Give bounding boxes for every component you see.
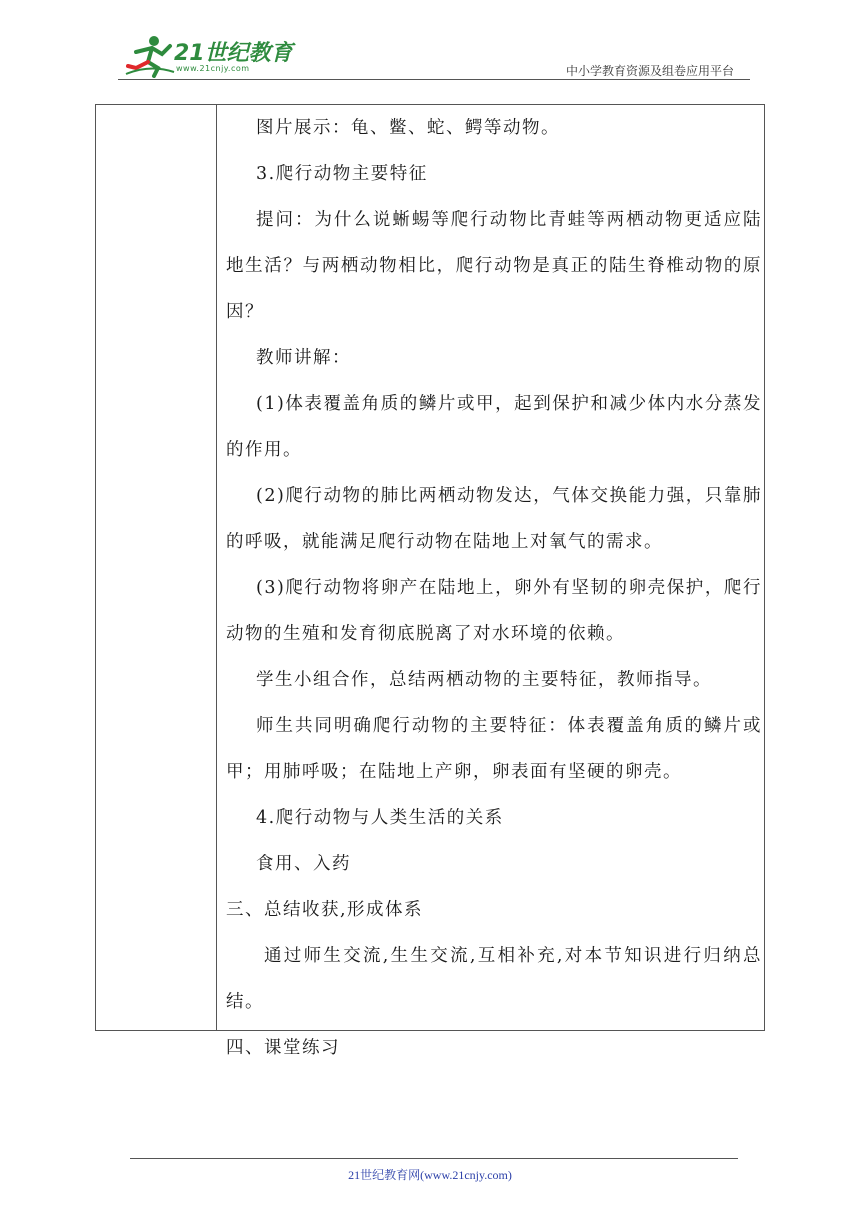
paragraph-uses: 食用、入药 <box>256 854 351 874</box>
paragraph-teacher-explains: 教师讲解： <box>256 348 351 368</box>
paragraph-group-work: 学生小组合作，总结两栖动物的主要特征，教师指导。 <box>256 670 712 690</box>
table-left-column <box>96 105 217 1030</box>
footer-divider <box>130 1158 738 1159</box>
paragraph-picture-display: 图片展示：龟、鳖、蛇、鳄等动物。 <box>256 118 560 138</box>
heading-practice: 四、课堂练习 <box>226 1038 340 1058</box>
runner-icon <box>124 34 176 78</box>
logo-url: www.21cnjy.com <box>176 64 250 73</box>
platform-title: 中小学教育资源及组卷应用平台 <box>565 64 734 78</box>
paragraph-point-1: (1)体表覆盖角质的鳞片或甲，起到保护和减少体内水分蒸发的作用。 <box>226 394 762 460</box>
heading-human-relation: 4.爬行动物与人类生活的关系 <box>256 808 504 828</box>
lesson-table <box>95 104 765 1058</box>
paragraph-summary: 通过师生交流,生生交流,互相补充,对本节知识进行归纳总结。 <box>226 946 762 1012</box>
paragraph-point-2: (2)爬行动物的肺比两栖动物发达，气体交换能力强，只靠肺的呼吸，就能满足爬行动物在陆地上对氧气的需求。 <box>226 486 762 552</box>
header-divider <box>118 79 750 80</box>
paragraph-main-features: 师生共同明确爬行动物的主要特征：体表覆盖角质的鳞片或甲；用肺呼吸；在陆地上产卵，卵表面有坚硬的卵壳。 <box>226 716 762 782</box>
heading-summary: 三、总结收获,形成体系 <box>226 900 424 920</box>
page-header <box>0 0 860 80</box>
paragraph-point-3: (3)爬行动物将卵产在陆地上，卵外有坚韧的卵壳保护，爬行动物的生殖和发育彻底脱离了对水环境的依赖。 <box>226 578 762 644</box>
heading-reptile-features: 3.爬行动物主要特征 <box>256 164 428 184</box>
footer-link[interactable]: 21世纪教育网(www.21cnjy.com) <box>348 1168 512 1182</box>
table-content-cell <box>226 105 762 1071</box>
site-logo[interactable] <box>124 34 294 78</box>
logo-title: 21世纪教育 <box>174 41 293 66</box>
paragraph-question: 提问：为什么说蜥蜴等爬行动物比青蛙等两栖动物更适应陆地生活？与两栖动物相比，爬行动物是真正的陆生脊椎动物的原因？ <box>226 210 762 322</box>
